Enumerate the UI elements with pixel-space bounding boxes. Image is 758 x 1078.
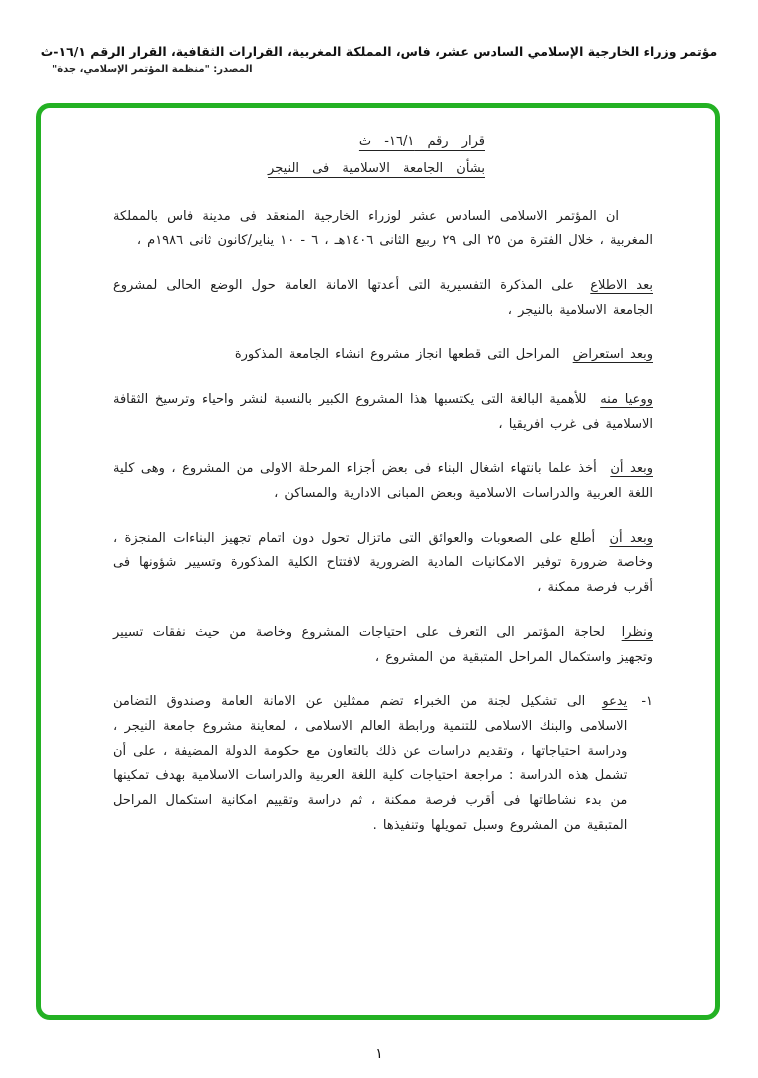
resolution-title-line1 bbox=[113, 128, 485, 155]
paragraph-text: على المذكرة التفسيرية التى أعدتها الامانة العامة حول الوضع الحالى لمشروع الجامعة الاسلامية بالنيجر ، bbox=[113, 277, 653, 318]
paragraph-lead: ووعيا منه bbox=[600, 392, 653, 408]
paragraph-lead: وبعد أن bbox=[610, 461, 653, 477]
document-frame bbox=[36, 103, 720, 1020]
paragraph-text: المراحل التى قطعها انجاز مشروع انشاء الجامعة المذكورة bbox=[234, 347, 560, 363]
item-paragraph bbox=[113, 690, 627, 838]
numbered-item-1 bbox=[113, 690, 653, 858]
header-title: مؤتمر وزراء الخارجية الإسلامي السادس عشر، فاس، المملكة المغربية، القرارات الثقافية، القرار الرقم ١٦/١-ث bbox=[40, 44, 718, 59]
document-content bbox=[41, 108, 715, 1015]
paragraph-text: للأهمية البالغة التى يكتسبها هذا المشروع الكبير بالنسبة لنشر واحياء وترسيخ الثقافة الاسلامية فى غرب افريقيا ، bbox=[113, 392, 653, 432]
paragraph-having-reviewed bbox=[113, 274, 653, 323]
paragraph-having-seen bbox=[113, 527, 653, 601]
paragraph-text: لحاجة المؤتمر الى التعرف على احتياجات المشروع وخاصة من حيث نفقات تسيير وتجهيز واستكمال المراحل المتبقية من المشروع ، bbox=[113, 624, 653, 665]
paragraph-aware-of bbox=[113, 388, 653, 437]
paragraph-having-noted bbox=[113, 457, 653, 506]
resolution-body bbox=[113, 205, 653, 859]
paragraph-lead: وبعد استعراض bbox=[572, 347, 653, 363]
paragraph-lead: يدعو bbox=[602, 694, 628, 710]
paragraph-preamble bbox=[113, 205, 653, 254]
paragraph-text: ان المؤتمر الاسلامى السادس عشر لوزراء الخارجية المنعقد فى مدينة فاس بالمملكة المغربية ، خلال الفترة من ٢٥ الى ٢٩ ربيع الثانى ١٤٠٦هـ ، ٦ - ١٠ يناير/كانون ثانى ١٩٨٦م ، bbox=[113, 208, 653, 249]
resolution-number: قرار رقم ١٦/١- ث bbox=[358, 134, 485, 149]
paragraph-lead: وبعد أن bbox=[609, 530, 653, 546]
paragraph-considering bbox=[113, 621, 653, 670]
paragraph-lead: ونظرا bbox=[621, 624, 654, 640]
paragraph-text: الى تشكيل لجنة من الخبراء تضم ممثلين عن الامانة العامة وصندوق التضامن الاسلامى والبنك الاسلامى للتنمية ورابطة العالم الاسلامى ، لمعاينة مشروع جامعة النيجر ، ودراسة احتياجاتها ، وتقديم دراسات عن ذلك بالتعاون مع حكومة الدولة المضيفة ، على أن تشمل هذه الدراسة : مراجعة احتياجات كلية اللغة العربية والدراسات الاسلامية بهدف تمكينها من بدء نشاطاتها فى أقرب فرصة ممكنة ، ثم دراسة وتقييم امكانية استكمال المراحل المتبقية من المشروع وسبل تمويلها وتنفيذها . bbox=[113, 694, 628, 833]
document-header bbox=[0, 0, 758, 75]
paragraph-text: أخذ علما بانتهاء اشغال البناء فى بعض أجزاء المرحلة الاولى من المشروع ، وهى كلية اللغة العربية والدراسات الاسلامية وبعض المبانى الادارية والمساكن ، bbox=[113, 461, 653, 502]
item-number: ١- bbox=[641, 694, 653, 710]
paragraph-text: أطلع على الصعوبات والعوائق التى ماتزال تحول دون اتمام تجهيز البناءات المنجزة ، وخاصة ضرورة توفير الامكانيات المادية الضرورية لافتتاح الكلية المذكورة وتسيير شؤونها فى أقرب فرصة ممكنة ، bbox=[113, 530, 653, 596]
page-number: ١ bbox=[375, 1046, 383, 1062]
paragraph-having-examined bbox=[113, 343, 653, 368]
resolution-subject: بشأن الجامعة الاسلامية فى النيجر bbox=[268, 161, 485, 177]
resolution-title-block bbox=[113, 128, 653, 183]
resolution-title-line2 bbox=[113, 155, 485, 182]
header-source-note: المصدر: "منظمة المؤتمر الإسلامي، جدة" bbox=[52, 64, 253, 75]
paragraph-lead: بعد الاطلاع bbox=[590, 277, 653, 293]
